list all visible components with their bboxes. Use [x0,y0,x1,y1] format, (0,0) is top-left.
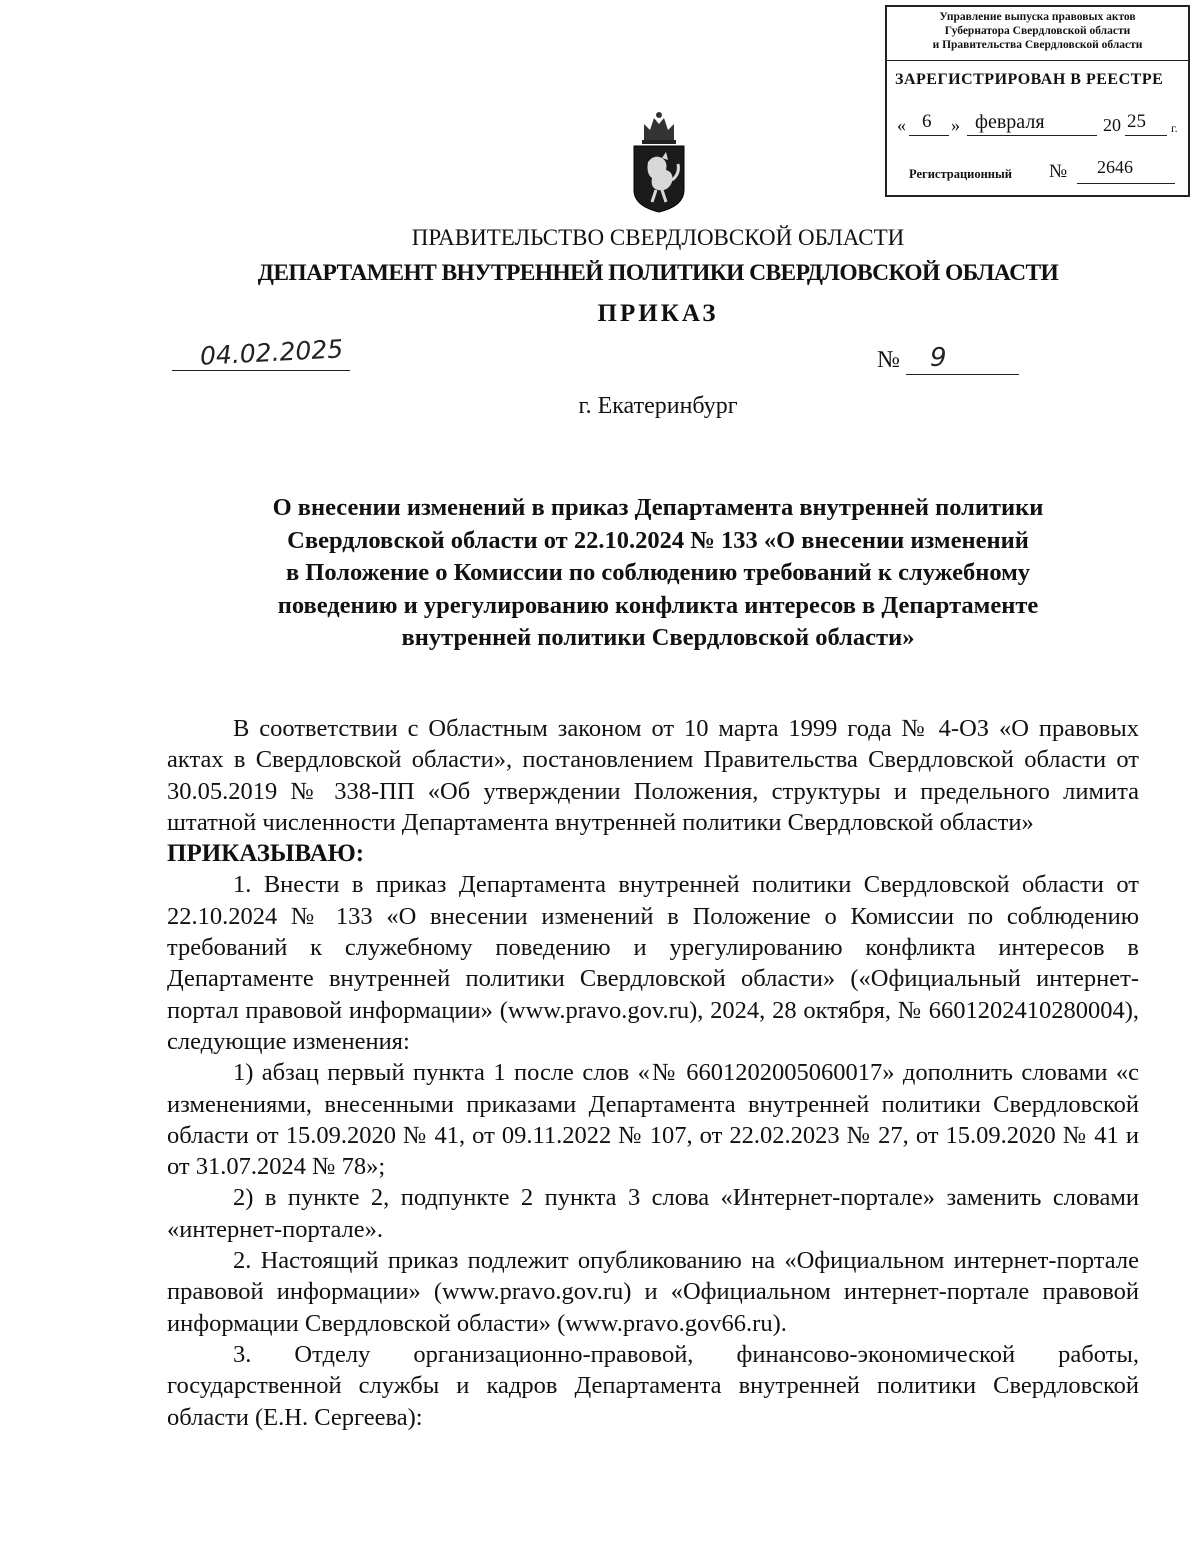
stamp-reg-number: 2646 [1097,157,1133,177]
stamp-reg-underline [1077,183,1175,184]
document-type: ПРИКАЗ [597,300,719,327]
title-line: в Положение о Комиссии по соблюдению требований к служебному [285,559,1031,586]
preamble-paragraph: В соответствии с Областным законом от 10 марта 1999 года № 4-ОЗ «О правовых актах в Свердловской области», постановлением Правительства Свердловской области от 30.05.2019 № 338-ПП «Об утверждении Положения, структуры и предельного лимита штатной численности Департамента внутренней политики Свердловской области» [167,715,1139,836]
title-line: поведению и урегулированию конфликта интересов в Департаменте [277,591,1039,619]
stamp-day-underline [909,135,949,136]
government-name: ПРАВИТЕЛЬСТВО СВЕРДЛОВСКОЙ ОБЛАСТИ [411,225,905,250]
city: г. Екатеринбург [578,393,738,419]
stamp-title: ЗАРЕГИСТРИРОВАН В РЕЕСТРЕ [895,71,1164,88]
paragraph-2: 2. Настоящий приказ подлежит опубликованию на «Официальном интернет-портале правовой информации» (www.pravo.gov.ru) и «Официальном интернет-портале правовой информации Свердловской области» (www.pravo.gov66.ru). [167,1247,1139,1337]
title-line: внутренней политики Свердловской области» [401,624,915,651]
stamp-header-line: и Правительства Свердловской области [932,39,1143,51]
stamp-day: 6 [922,111,932,132]
department-name: ДЕПАРТАМЕНТ ВНУТРЕННЕЙ ПОЛИТИКИ СВЕРДЛОВСКОЙ ОБЛАСТИ [257,260,1059,286]
stamp-quote-close: » [951,115,960,135]
order-date-underline [172,370,350,371]
stamp-registration [909,157,1179,187]
stamp-header-line: Губернатора Свердловской области [944,25,1131,37]
stamp-year-suffix: 25 [1127,111,1146,132]
order-body [167,713,1139,1433]
stamp-month-underline [967,135,1097,136]
stamp-year-unit: г. [1171,121,1178,135]
coat-of-arms-icon [630,110,688,216]
stamp-reg-no-sign: № [1049,161,1068,182]
registration-stamp [885,5,1190,197]
stamp-quote-open: « [897,115,906,135]
paragraph-1: 1. Внести в приказ Департамента внутренней политики Свердловской области от 22.10.2024 № 133 «О внесении изменений в Положение о Комиссии по соблюдению требований к служебному поведению и урегулированию конфликта интересов в Департаменте внутренней политики Свердловской области» («Официальный интернет-портал правовой информации» (www.pravo.gov.ru), 2024, 28 октября, № 6601202410280004), следующие изменения: [167,871,1139,1055]
order-number-handwritten: 9 [930,343,947,373]
paragraph-1-2: 2) в пункте 2, подпункте 2 пункта 3 слова «Интернет-портале» заменить словами «интернет-портале». [167,1184,1139,1243]
stamp-header [887,7,1188,61]
order-date-handwritten: 04.02.2025 [199,334,344,371]
order-number-sign: № [877,347,900,373]
decree-word: ПРИКАЗЫВАЮ: [167,840,365,868]
stamp-date [895,111,1185,141]
stamp-reg-label: Регистрационный [909,167,1012,181]
paragraph-3: 3. Отделу организационно-правовой, финансово-экономической работы, государственной службы и кадров Департамента внутренней политики Свердловской области (Е.Н. Сергеева): [167,1340,1139,1431]
stamp-year-underline [1125,135,1167,136]
title-line: Свердловской области от 22.10.2024 № 133 «О внесении изменений [287,526,1029,554]
title-line: О внесении изменений в приказ Департамента внутренней политики [272,494,1044,521]
paragraph-1-1: 1) абзац первый пункта 1 после слов «№ 6601202005060017» дополнить словами «с изменениями, внесенными приказами Департамента внутренней политики Свердловской области от 15.09.2020 № 41, от 09.11.2022 № 107, от 22.02.2023 № 27, от 15.09.2020 № 41 и от 31.07.2024 № 78»; [167,1059,1139,1181]
stamp-year-prefix: 20 [1103,115,1121,135]
order-title [150,492,1166,655]
order-number-underline [906,374,1019,375]
stamp-header-line: Управление выпуска правовых актов [939,11,1136,23]
stamp-month: февраля [975,111,1045,133]
